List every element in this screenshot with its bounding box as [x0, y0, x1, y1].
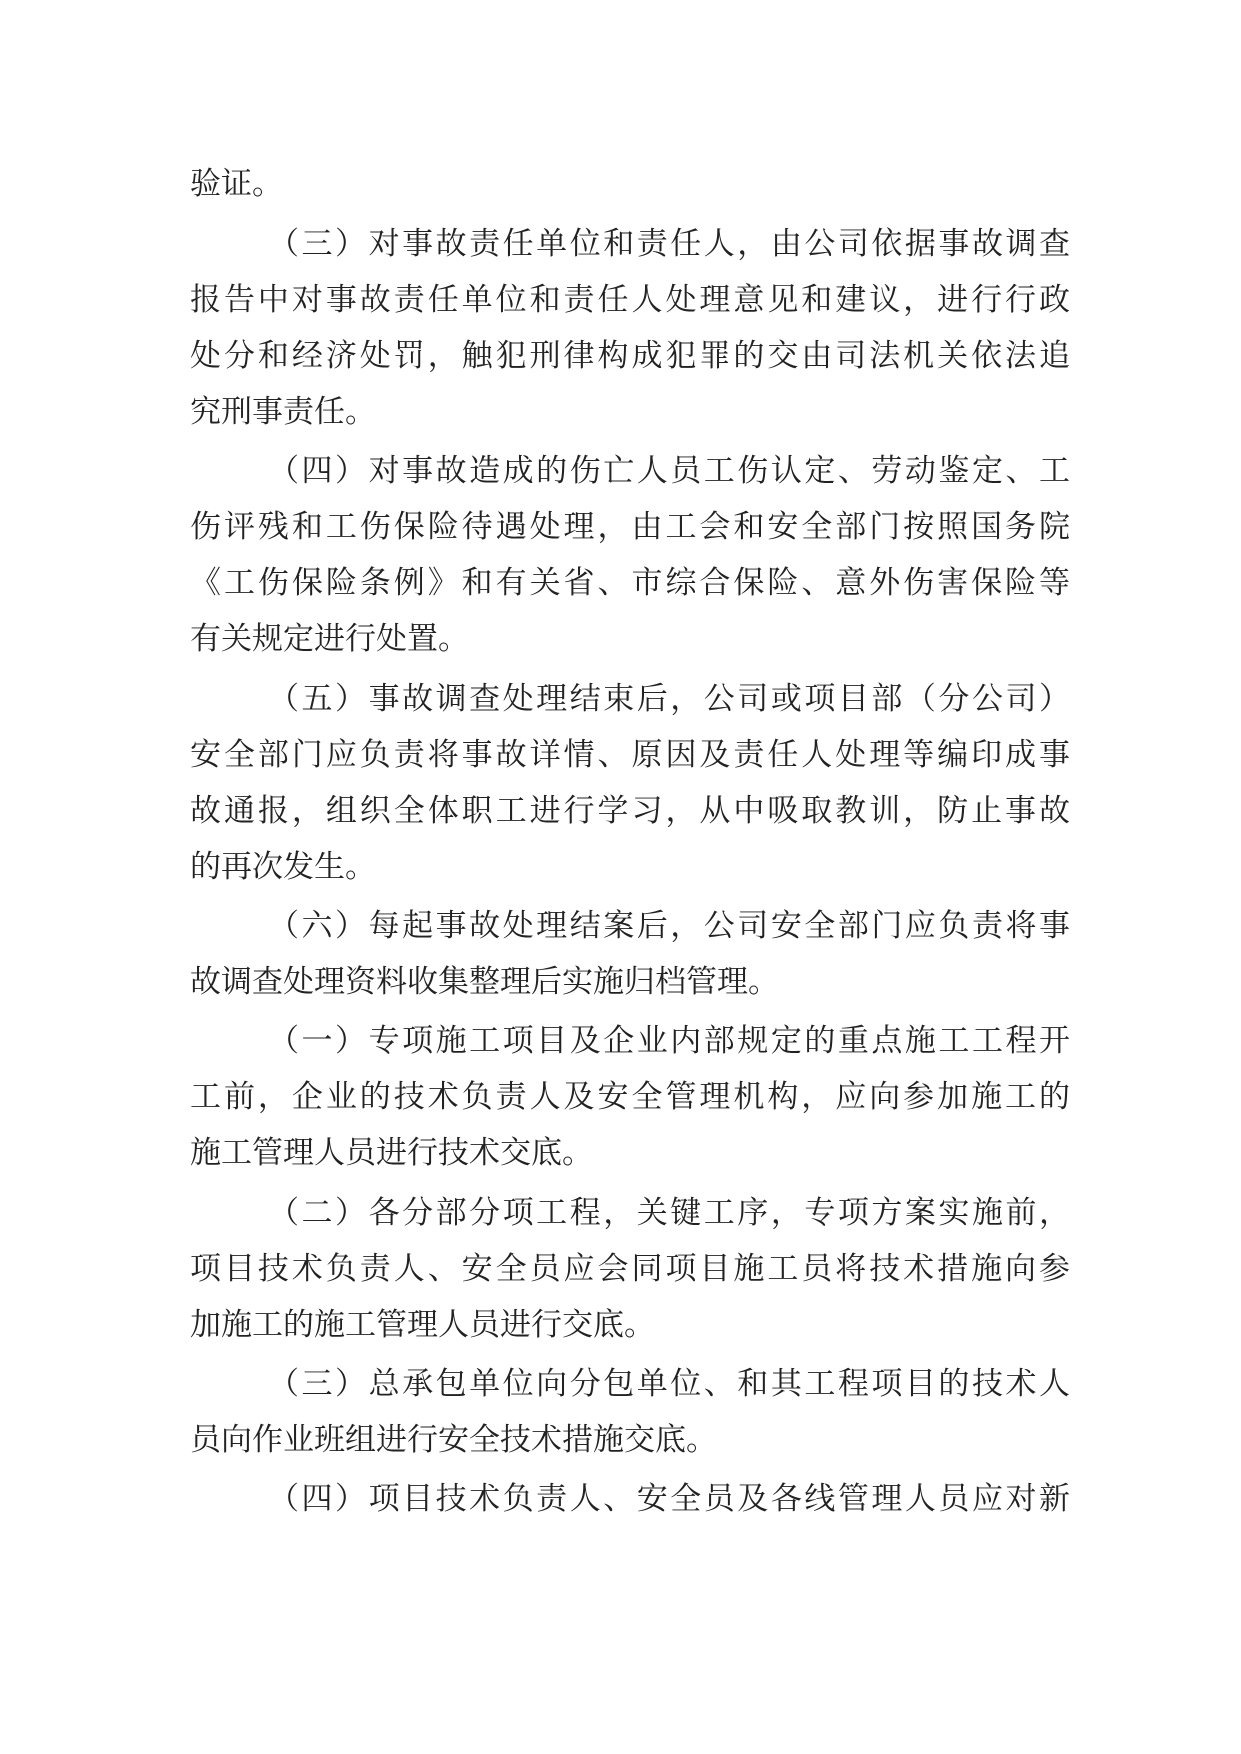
paragraph-start-line: （六）每起事故处理结案后，公司安全部门应负责将事 — [268, 908, 1070, 944]
text-line: 有关规定进行处置。 — [190, 621, 469, 657]
text-line: 员向作业班组进行安全技术措施交底。 — [190, 1422, 717, 1458]
text-line: 安全部门应负责将事故详情、原因及责任人处理等编印成事 — [190, 737, 1070, 773]
paragraph-start-line: （五）事故调查处理结束后，公司或项目部（分公司） — [268, 681, 1070, 717]
text-line: 故通报，组织全体职工进行学习，从中吸取教训，防止事故 — [190, 793, 1070, 829]
text-line: 报告中对事故责任单位和责任人处理意见和建议，进行行政 — [190, 282, 1070, 318]
text-line: 处分和经济处罚，触犯刑律构成犯罪的交由司法机关依法追 — [190, 338, 1070, 374]
text-line: 工前，企业的技术负责人及安全管理机构，应向参加施工的 — [190, 1079, 1070, 1115]
paragraph-start-line: （四）项目技术负责人、安全员及各线管理人员应对新 — [268, 1481, 1070, 1517]
text-line: 项目技术负责人、安全员应会同项目施工员将技术措施向参 — [190, 1251, 1070, 1287]
paragraph-start-line: （二）各分部分项工程，关键工序，专项方案实施前， — [268, 1195, 1070, 1231]
text-line: 加施工的施工管理人员进行交底。 — [190, 1307, 655, 1343]
paragraph-start-line: （一）专项施工项目及企业内部规定的重点施工工程开 — [268, 1023, 1070, 1059]
paragraph-start-line: （三）总承包单位向分包单位、和其工程项目的技术人 — [268, 1366, 1070, 1402]
paragraph-start-line: （三）对事故责任单位和责任人，由公司依据事故调查 — [268, 226, 1070, 262]
text-line: 故调查处理资料收集整理后实施归档管理。 — [190, 964, 779, 1000]
paragraph-start-line: （四）对事故造成的伤亡人员工伤认定、劳动鉴定、工 — [268, 453, 1070, 489]
text-line: 施工管理人员进行技术交底。 — [190, 1135, 593, 1171]
text-line: 的再次发生。 — [190, 849, 376, 885]
text-line: 验证。 — [190, 166, 283, 202]
text-line: 《工伤保险条例》和有关省、市综合保险、意外伤害保险等 — [190, 565, 1070, 601]
text-line: 究刑事责任。 — [190, 394, 376, 430]
text-line: 伤评残和工伤保险待遇处理，由工会和安全部门按照国务院 — [190, 509, 1070, 545]
